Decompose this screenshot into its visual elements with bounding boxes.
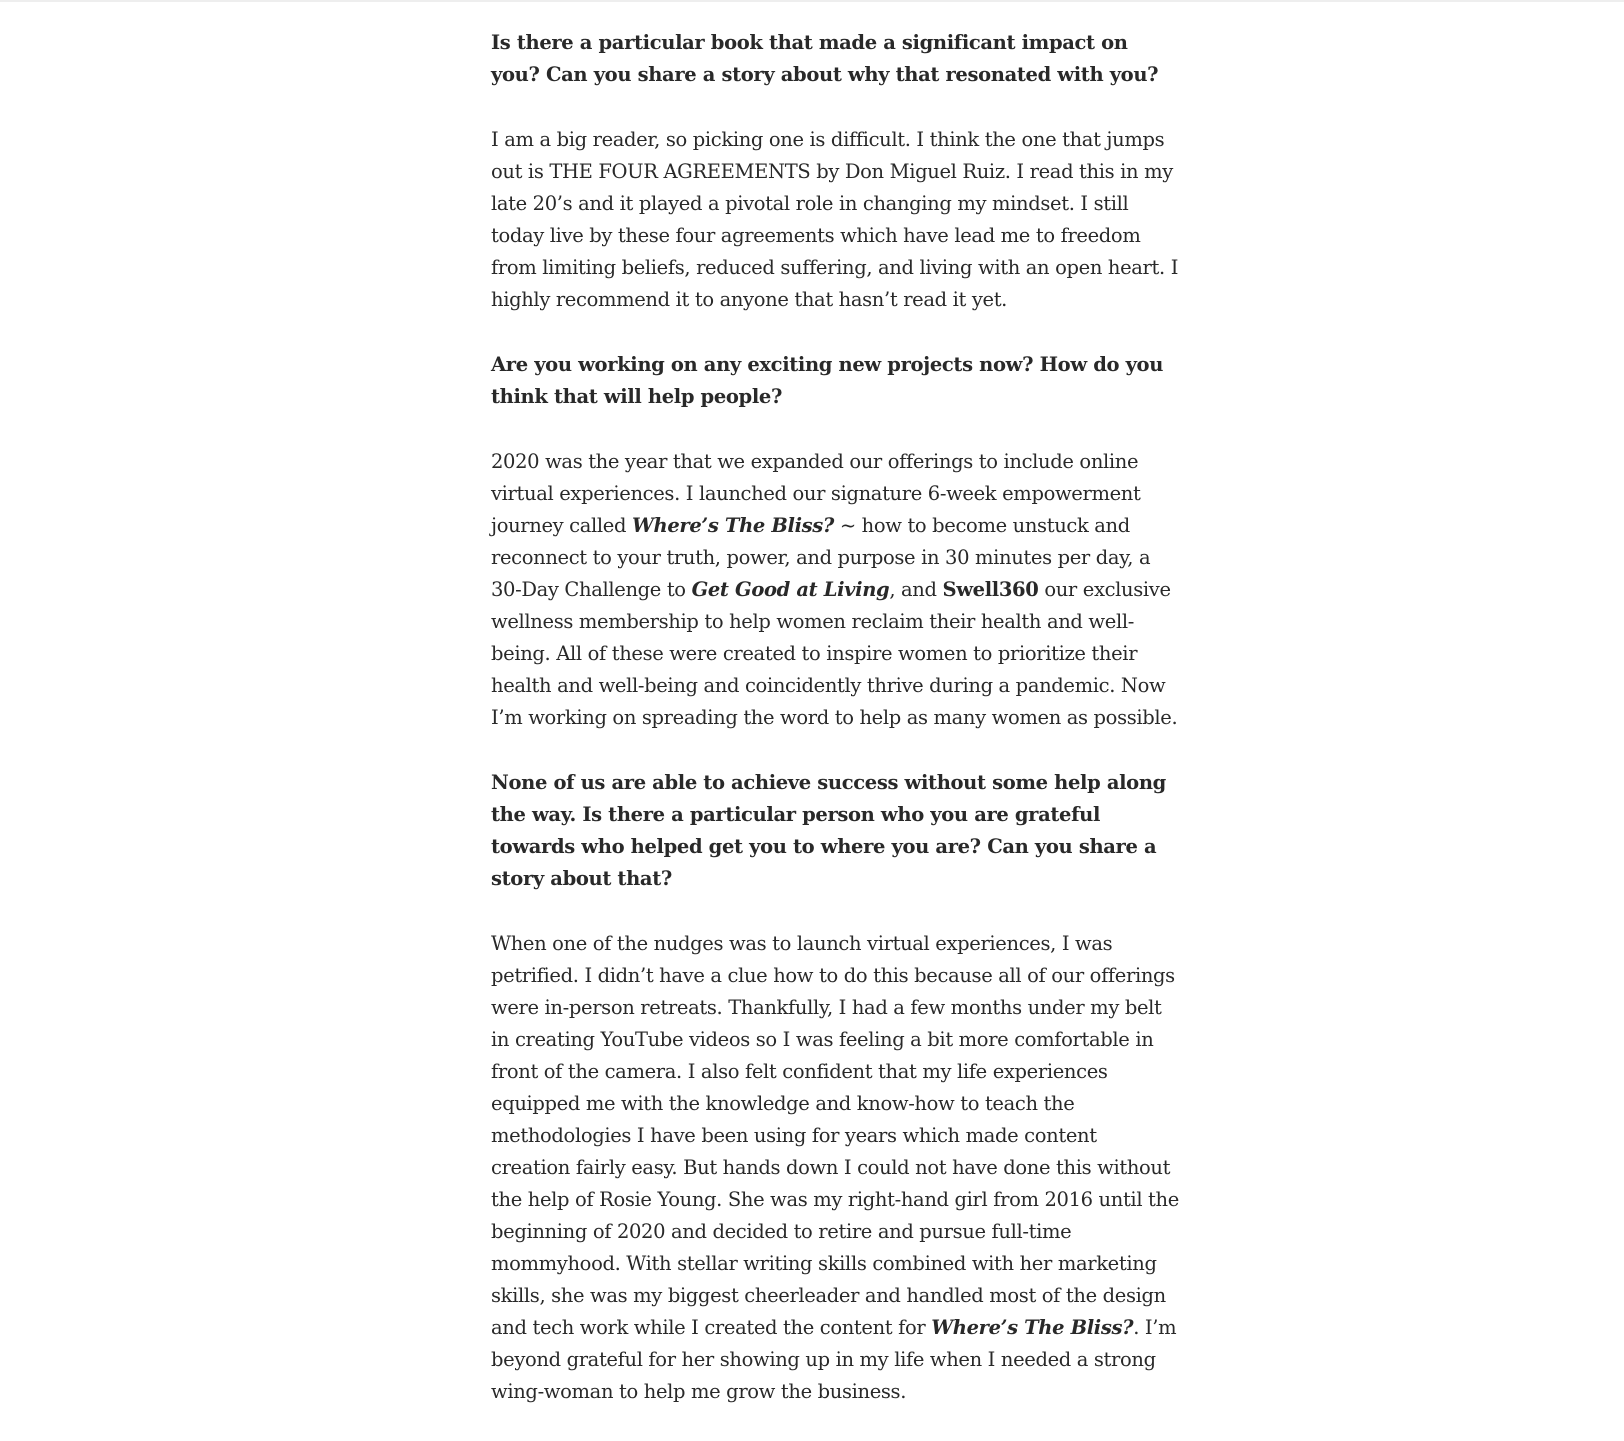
answer-gratitude xyxy=(491,928,1181,1408)
answer-projects xyxy=(491,446,1181,734)
answer-gratitude-text-2: . I’m beyond grateful for her showing up in my life when I needed a strong wing-woman to help me grow the business. xyxy=(491,1316,1177,1403)
question-book: Is there a particular book that made a significant impact on you? Can you share a story about why that resonated with you? xyxy=(491,31,1159,86)
answer-projects-text-2: ~ how to become unstuck and reconnect to your truth, power, and purpose in 30 minutes per day, a 30-Day Challenge to xyxy=(491,514,1151,601)
question-projects: Are you working on any exciting new projects now? How do you think that will help people? xyxy=(491,353,1164,408)
title-wheres-the-bliss-2: Where’s The Bliss? xyxy=(931,1316,1134,1339)
question-gratitude: None of us are able to achieve success without some help along the way. Is there a particular person who you are grateful towards who helped get you to where you are? Can you share a story about that? xyxy=(491,771,1166,890)
answer-projects-text-4: our exclusive wellness membership to help women reclaim their health and well-being. All of these were created to inspire women to prioritize their health and well-being and coincidently thrive during a pandemic. Now I’m working on spreading the word to help as many women as possible. xyxy=(491,578,1178,729)
answer-book: I am a big reader, so picking one is difficult. I think the one that jumps out is THE FOUR AGREEMENTS by Don Miguel Ruiz. I read this in my late 20’s and it played a pivotal role in changing my mindset. I still today live by these four agreements which have lead me to freedom from limiting beliefs, reduced suffering, and living with an open heart. I highly recommend it to anyone that hasn’t read it yet. xyxy=(491,128,1179,311)
answer-projects-text-3: , and xyxy=(889,578,943,601)
top-divider xyxy=(0,0,1624,2)
article-body xyxy=(491,27,1181,1441)
answer-projects-text-1: 2020 was the year that we expanded our offerings to include online virtual experiences. I launched our signature 6-week empowerment journey called xyxy=(491,450,1141,537)
title-wheres-the-bliss: Where’s The Bliss? xyxy=(631,514,834,537)
title-swell360: Swell360 xyxy=(942,578,1039,601)
title-get-good-at-living: Get Good at Living xyxy=(691,578,890,601)
answer-gratitude-text-1: When one of the nudges was to launch virtual experiences, I was petrified. I didn’t have a clue how to do this because all of our offerings were in-person retreats. Thankfully, I had a few months under my belt in creating YouTube videos so I was feeling a bit more comfortable in front of the camera. I also felt confident that my life experiences equipped me with the knowledge and know-how to teach the methodologies I have been using for years which made content creation fairly easy. But hands down I could not have done this without the help of Rosie Young. She was my right-hand girl from 2016 until the beginning of 2020 and decided to retire and pursue full-time mommyhood. With stellar writing skills combined with her marketing skills, she was my biggest cheerleader and handled most of the design and tech work while I created the content for xyxy=(491,932,1179,1339)
